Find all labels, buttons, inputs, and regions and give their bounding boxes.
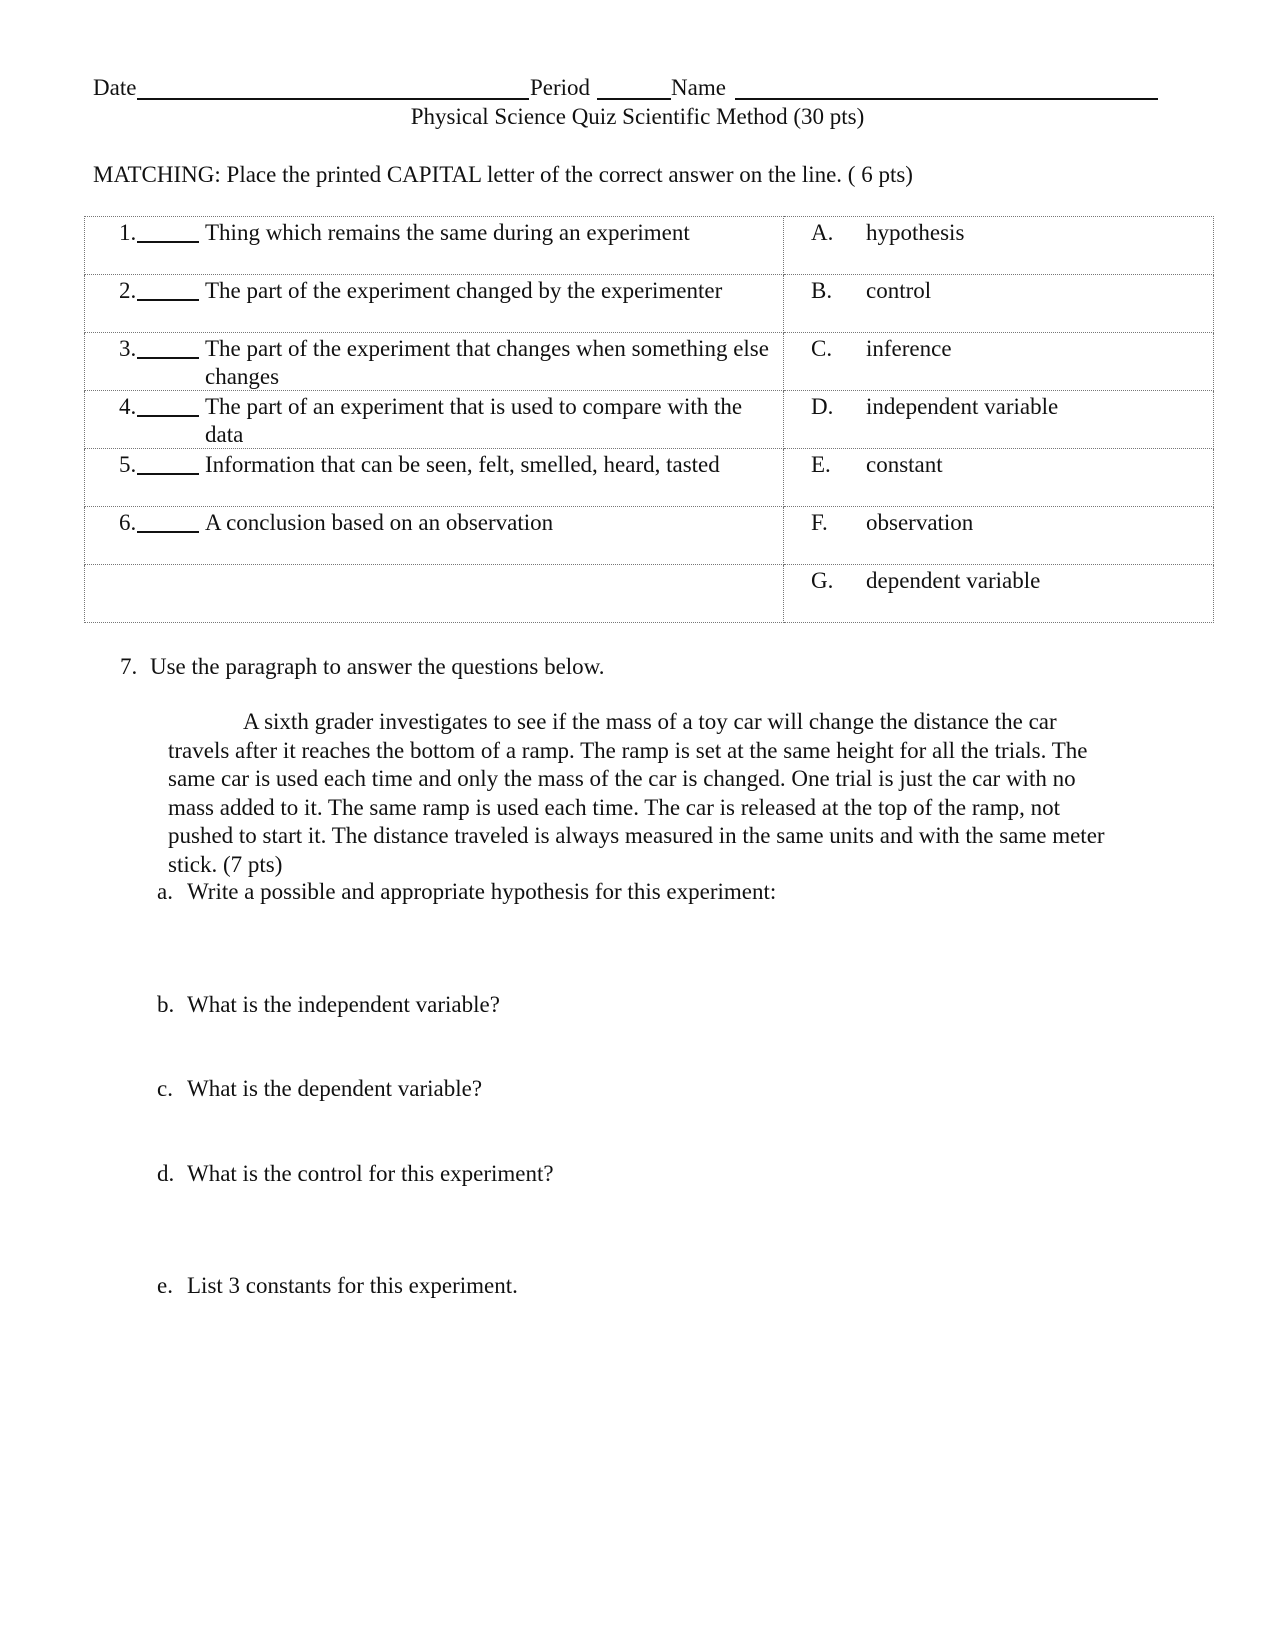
subquestion-text: What is the independent variable? [187,992,500,1017]
answer-letter: F. [811,510,828,535]
answer-letter: B. [811,278,833,303]
answer-letter: G. [811,568,834,593]
question-7 [120,652,605,682]
answer-blank[interactable] [137,241,199,243]
date-field[interactable] [137,98,529,100]
subquestion-letter: e. [157,1273,173,1298]
matching-row [85,449,1214,507]
matching-question-cell [85,507,784,565]
answer-blank[interactable] [137,299,199,301]
subquestion-e [157,1271,518,1301]
name-label: Name [671,75,726,100]
answer-text: dependent variable [866,568,1041,593]
answer-blank[interactable] [137,415,199,417]
answer-blank[interactable] [137,531,199,533]
question-text: The part of an experiment that is used to compare with the data [205,394,743,447]
question-number: 6. [119,510,137,535]
question-text: Information that can be seen, felt, smelled, heard, tasted [205,452,720,477]
answer-text: observation [866,510,974,535]
question-number: 1. [119,220,137,245]
question-text: Thing which remains the same during an experiment [205,220,690,245]
subquestion-b [157,990,500,1020]
matching-table [84,216,1214,623]
matching-answer-cell [784,565,1214,623]
answer-letter: E. [811,452,831,477]
question-7-prompt: Use the paragraph to answer the questions below. [150,654,605,679]
answer-blank[interactable] [137,357,199,359]
subquestion-letter: d. [157,1161,175,1186]
subquestion-text: Write a possible and appropriate hypothesis for this experiment: [187,879,777,904]
question-7-number: 7. [120,654,138,679]
answer-letter: D. [811,394,834,419]
date-label: Date [93,75,137,100]
subquestion-text: What is the control for this experiment? [187,1161,554,1186]
matching-answer-cell [784,449,1214,507]
subquestion-letter: b. [157,992,175,1017]
question-text: The part of the experiment that changes when something else changes [205,336,769,389]
period-field[interactable] [597,98,671,100]
answer-letter: A. [811,220,834,245]
matching-instructions: MATCHING: Place the printed CAPITAL letter of the correct answer on the line. ( 6 pts) [93,162,913,187]
matching-question-cell [85,217,784,275]
matching-question-cell [85,333,784,391]
subquestion-d [157,1159,554,1189]
matching-row [85,275,1214,333]
matching-question-cell [85,275,784,333]
subquestion-a [157,877,776,907]
matching-row [85,391,1214,449]
question-number: 3. [119,336,137,361]
subquestion-letter: a. [157,879,173,904]
answer-text: hypothesis [866,220,965,245]
matching-question-cell [85,449,784,507]
question-text: The part of the experiment changed by the experimenter [205,278,723,303]
question-number: 5. [119,452,137,477]
answer-blank[interactable] [137,473,199,475]
subquestion-text: What is the dependent variable? [187,1076,483,1101]
header-line [93,74,1158,104]
period-label: Period [530,75,591,100]
subquestion-text: List 3 constants for this experiment. [187,1273,518,1298]
matching-question-cell [85,391,784,449]
matching-question-cell-empty [85,565,784,623]
question-text: A conclusion based on an observation [205,510,554,535]
matching-answer-cell [784,275,1214,333]
matching-answer-cell [784,333,1214,391]
matching-row [85,507,1214,565]
answer-text: constant [866,452,943,477]
question-number: 4. [119,394,137,419]
answer-text: independent variable [866,394,1059,419]
matching-answer-cell [784,217,1214,275]
answer-letter: C. [811,336,833,361]
experiment-paragraph: A sixth grader investigates to see if the mass of a toy car will change the distance the car travels after it reaches the bottom of a ramp. The ramp is set at the same height for all the trials. The same car is used each time and only the mass of the car is changed. One trial is just the car with no mass added to it. The same ramp is used each time. The car is released at the top of the ramp, not pushed to start it. The distance traveled is always measured in the same units and with the same meter stick. (7 pts) [168,709,1105,877]
matching-answer-cell [784,507,1214,565]
name-field[interactable] [735,98,1158,100]
matching-row [85,565,1214,623]
question-number: 2. [119,278,137,303]
subquestion-letter: c. [157,1076,173,1101]
matching-row [85,217,1214,275]
matching-answer-cell [784,391,1214,449]
quiz-title: Physical Science Quiz Scientific Method (30 pts) [410,104,865,129]
answer-text: inference [866,336,952,361]
subquestion-c [157,1074,482,1104]
matching-row [85,333,1214,391]
answer-text: control [866,278,932,303]
